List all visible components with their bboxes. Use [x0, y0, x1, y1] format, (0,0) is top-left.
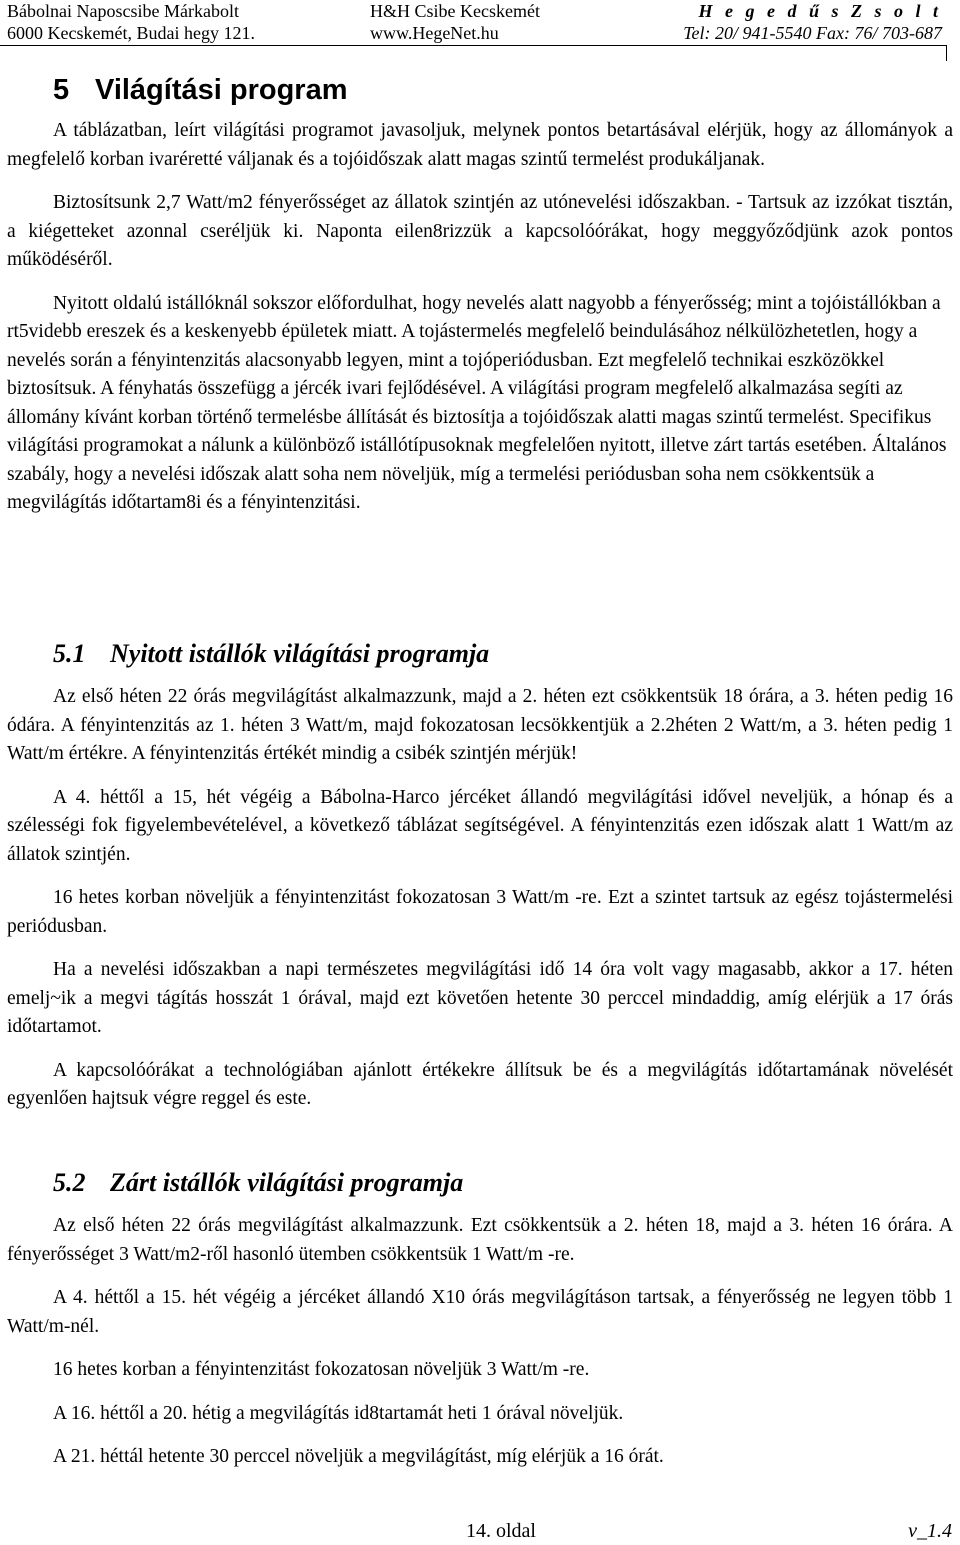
paragraph: A 21. héttál hetente 30 perccel növeljük a megvilágítást, míg elérjük a 16 órát.	[53, 1446, 664, 1467]
paragraph: A táblázatban, leírt világítási programot javasoljuk, melynek pontos betartásával elérjük, hogy az állományok a megfelelő korban ivaréretté váljanak és a tojóidőszak alatt magas szintű termelést produkáljanak.	[7, 120, 953, 170]
section-5-2-heading	[53, 1167, 463, 1199]
website: www.HegeNet.hu	[370, 23, 499, 43]
header-divider	[0, 45, 946, 46]
section-5-2-title: Zárt istállók világítási programja	[110, 1168, 464, 1197]
page-header	[0, 0, 960, 44]
paragraph: Biztosítsunk 2,7 Watt/m2 fényerősséget az állatok szintjén az utónevelési időszakban. - Tartsuk az izzókat tisztán, a kiégetteket azonnal cseréljük ki. Naponta eilen8rizzük a kapcsolóórákat, hogy meggyőződjünk azok pontos működéséről.	[7, 192, 953, 270]
section-5-2-number: 5.2	[53, 1168, 86, 1197]
paragraph: A 16. héttől a 20. hétig a megvilágítás id8tartamát heti 1 órával növeljük.	[53, 1402, 624, 1424]
section-5-1-title: Nyitott istállók világítási programja	[110, 639, 490, 668]
paragraph: 16 hetes korban növeljük a fényintenzitást fokozatosan 3 Watt/m -re. Ezt a szintet tartsuk az egész tojástermelési periódusban.	[7, 887, 953, 937]
shop-address: 6000 Kecskemét, Budai hegy 121.	[7, 23, 255, 43]
header-middle	[370, 0, 540, 44]
company-name: H&H Csibe Kecskemét	[370, 1, 540, 21]
shop-name: Bábolnai Naposcsibe Márkabolt	[7, 1, 239, 21]
document-version: v_1.4	[908, 1520, 952, 1542]
header-divider-tick	[946, 45, 947, 61]
section-5-body	[7, 117, 953, 533]
paragraph: Az első héten 22 órás megvilágítást alkalmazzunk. Ezt csökkentsük a 2. héten 18, majd a 3. héten 16 órára. A fényerősséget 3 Watt/m2-ről hasonló ütemben csökkentsük 1 Watt/m -re.	[7, 1215, 953, 1265]
paragraph: A kapcsolóórákat a technológiában ajánlott értékekre állítsuk be és a megvilágítás időtartamának növelését egyenlően hajtsuk végre reggel és este.	[7, 1059, 953, 1109]
paragraph: Az első héten 22 órás megvilágítást alkalmazzunk, majd a 2. héten ezt csökkentsük 18 órára, a 3. héten pedig 16 ódára. A fényintenzitás az 1. héten 3 Watt/m, majd fokozatosan lecsökkentjük a 2.2héten 2 Watt/m, a 3. héten pedig 1 Watt/m értékre. A fényintenzitás értékét mindig a csibék szintjén mérjük!	[7, 686, 953, 764]
section-5-1-number: 5.1	[53, 639, 86, 668]
paragraph: Nyitott oldalú istállóknál sokszor előfordulhat, hogy nevelés alatt nagyobb a fényerősség; mint a tojóistállókban a rt5videbb ereszek és a keskenyebb épületek miatt. A tojástermelés megfelelő beindulásához nélkülözhetetlen, hogy a nevelés során a fényintenzitás alacsonyabb legyen, mint a tojóperiódusban. Ezt megfelelő technikai eszközökkel biztosítsuk. A fényhatás összefügg a jércék ivari fejlődésével. A világítási program megfelelő alkalmazása segíti az állomány kívánt korban történő termelésbe állítását és biztosítja a tojóidőszak alatti magas szintű termelést. Specifikus világítási programokat a nálunk a különböző istállótípusoknak megfelelően nyitott, illetve zárt tartás esetében. Általános szabály, hogy a nevelési időszak alatt soha nem növeljük, míg a termelési periódusban soha nem csökkentsük a megvilágítás időtartam8i és a fényintenzitási.	[7, 292, 947, 513]
paragraph: Ha a nevelési időszakban a napi természetes megvilágítási idő 14 óra volt vagy magasabb, akkor a 17. héten emelj~ik a megvi tágítás hosszát 1 órával, majd ezt követően hetente 30 perccel mindaddig, amíg elérjük a 17 órás időtartamot.	[7, 959, 953, 1037]
paragraph: A 4. héttől a 15, hét végéig a Bábolna-Harco jércéket állandó megvilágítási idővel neveljük, a hónap és a szélességi fok figyelembevételével, a következő táblázat segítségével. A fényintenzitás ezen időszak alatt 1 Watt/m az állatok szintjén.	[7, 786, 953, 865]
section-5-2-body	[7, 1212, 953, 1487]
header-left	[7, 0, 255, 44]
section-5-1-heading	[53, 638, 489, 670]
section-5-1-body	[7, 683, 953, 1129]
paragraph: 16 hetes korban a fényintenzitást fokozatosan növeljük 3 Watt/m -re.	[53, 1359, 590, 1380]
page-number: 14. oldal	[466, 1520, 536, 1542]
header-right	[683, 0, 942, 44]
section-5-heading	[53, 73, 348, 107]
section-5-number: 5	[53, 74, 70, 106]
contact-phone: Tel: 20/ 941-5540 Fax: 76/ 703-687	[683, 23, 942, 43]
contact-name: H e g e d ű s Z s o l t	[698, 1, 942, 21]
section-5-title: Világítási program	[95, 74, 348, 106]
paragraph: A 4. héttől a 15. hét végéig a jércéket állandó X10 órás megvilágításon tartsak, a fényerősség ne legyen több 1 Watt/m-nél.	[7, 1287, 953, 1337]
page-footer	[0, 1520, 960, 1545]
